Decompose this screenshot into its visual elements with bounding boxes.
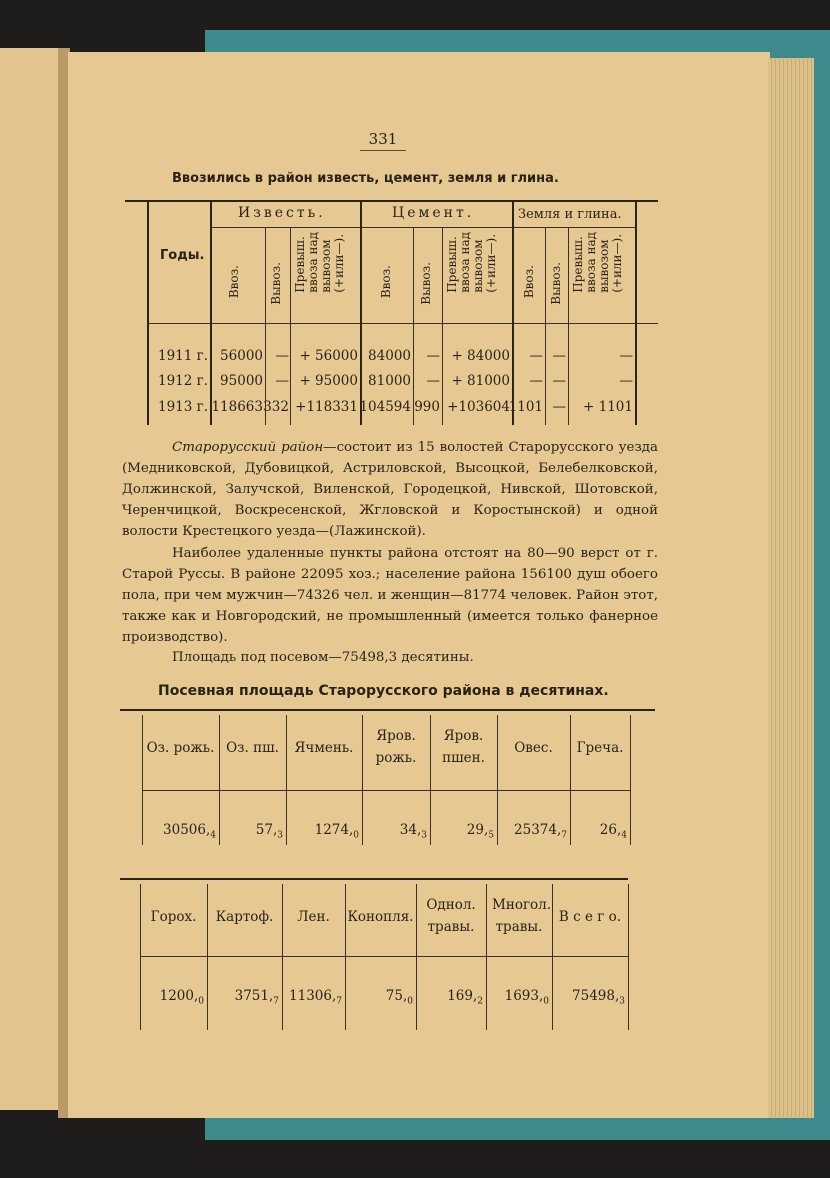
table2-middle-rule bbox=[120, 878, 628, 880]
table2-header: Оз. пш. bbox=[226, 740, 279, 756]
table1-vline bbox=[265, 227, 266, 425]
table2-header-rule bbox=[140, 956, 628, 957]
table1-vline bbox=[442, 227, 443, 425]
table2-header: Многол. травы. bbox=[492, 897, 552, 935]
table1-cell: 1101 bbox=[508, 399, 543, 415]
table1-cell: + 1101 bbox=[583, 399, 633, 415]
table2-header: Однол. травы. bbox=[426, 897, 476, 935]
table2-value: $3751,_7$ bbox=[234, 988, 279, 1007]
table2-value: $1274,_0$ bbox=[314, 822, 359, 841]
paragraph-text: —состоит из 15 волостей Старорусского уезда (Медниковской, Дубовицкой, Астриловской, Высоцкой, Белебелковской, Должинской, Залучской, Виленской, Городецкой, Нивской, Шотовской, Черенчицкой, Воскресенской, Жгловской и Коростынской) и одной волости Крестецкого уезда—(Лажинской). bbox=[122, 440, 658, 539]
table1-vline bbox=[413, 227, 414, 425]
table1-cell: — bbox=[619, 373, 633, 389]
table2-vline bbox=[142, 715, 143, 845]
table1-cell: 84000 bbox=[368, 348, 411, 364]
table1-cell: 118663 bbox=[211, 399, 263, 415]
table2-value: $30506,_4$ bbox=[163, 822, 216, 841]
table1-title: Ввозились в район известь, цемент, земля и глина. bbox=[172, 171, 559, 186]
table1-cell: — bbox=[275, 373, 289, 389]
table2-value: $26,_4$ bbox=[599, 822, 627, 841]
row-year: 1913 г. bbox=[158, 399, 209, 415]
table2-header-rule bbox=[142, 790, 630, 791]
table1-cell: — bbox=[552, 348, 566, 364]
table1-cell: — bbox=[619, 348, 633, 364]
table2-vline bbox=[219, 715, 220, 845]
table2-title: Посевная площадь Старорусского района в десятинах. bbox=[158, 683, 609, 699]
sub-header-import: Ввоз. bbox=[522, 265, 536, 299]
table2-vline bbox=[497, 715, 498, 845]
table2-header: Оз. рожь. bbox=[146, 740, 215, 756]
table2-value: $75498,_3$ bbox=[572, 988, 625, 1007]
table1-vline bbox=[568, 227, 569, 425]
table2-vline bbox=[570, 715, 571, 845]
table1-vline bbox=[512, 200, 514, 425]
table2-header: Яров. рожь. bbox=[375, 728, 417, 766]
sub-header-excess: Превыш. ввоза над вывозом (+или—). bbox=[293, 232, 346, 293]
table2-vline bbox=[630, 715, 631, 845]
table2-header: В с е г о. bbox=[558, 909, 622, 925]
table1-vline bbox=[210, 200, 212, 425]
group-header-cement: Цемент. bbox=[392, 205, 475, 221]
paragraph-area: Площадь под посевом—75498,3 десятины. bbox=[172, 650, 474, 665]
row-year: 1911 г. bbox=[158, 348, 209, 364]
table1-cell: + 56000 bbox=[299, 348, 358, 364]
table1-cell: 95000 bbox=[220, 373, 263, 389]
sub-header-excess: Превыш. ввоза над вывозом (+или—). bbox=[571, 232, 624, 293]
table1-cell: — bbox=[552, 373, 566, 389]
table2-header: Лен. bbox=[297, 909, 330, 925]
table1-cell: +118331 bbox=[295, 399, 358, 415]
table1-cell: 81000 bbox=[368, 373, 411, 389]
table1-cell: + 81000 bbox=[451, 373, 510, 389]
table1-cell: 104594 bbox=[359, 399, 411, 415]
table2-header: Греча. bbox=[576, 740, 624, 756]
sub-header-export: Вывоз. bbox=[269, 262, 283, 305]
table2-header: Яров. пшен. bbox=[442, 728, 485, 766]
table1-top-rule bbox=[125, 200, 658, 202]
table2-value: $169,_2$ bbox=[447, 988, 483, 1007]
district-name: Старорусский район bbox=[172, 440, 324, 455]
sub-header-excess: Превыш. ввоза над вывозом (+или—). bbox=[445, 232, 498, 293]
paragraph-district bbox=[122, 437, 658, 542]
table2-header: Ячмень. bbox=[294, 740, 354, 756]
table1-cell: — bbox=[552, 399, 566, 415]
table2-vline bbox=[628, 884, 629, 1030]
paragraph-population: Наиболее удаленные пункты района отстоят на 80—90 верст от г. Старой Руссы. В районе 22095 хоз.; население района 156100 душ обоего пола, при чем мужчин—74326 чел. и женщин—81774 человек. Район этот, также как и Новгородский, не промышленный (имеется только фанерное производство). bbox=[122, 546, 658, 645]
table2-value: $57,_3$ bbox=[255, 822, 283, 841]
table2-value: $29,_5$ bbox=[466, 822, 494, 841]
page-number-underline bbox=[360, 150, 406, 151]
table2-value: $75,_0$ bbox=[385, 988, 413, 1007]
table2-header: Овес. bbox=[514, 740, 553, 756]
table1-cell: — bbox=[529, 373, 543, 389]
table1-cell: 56000 bbox=[220, 348, 263, 364]
table2-value: $34,_3$ bbox=[399, 822, 427, 841]
table2-value: $1693,_0$ bbox=[504, 988, 549, 1007]
table1-cell: 332 bbox=[263, 399, 289, 415]
table1-cell: 990 bbox=[414, 399, 440, 415]
group-header-earth-clay: Земля и глина. bbox=[518, 207, 622, 222]
sub-header-export: Вывоз. bbox=[419, 262, 433, 305]
page-number: 331 bbox=[368, 130, 398, 148]
table2-header: Картоф. bbox=[215, 909, 274, 925]
table2-value: $1200,_0$ bbox=[159, 988, 204, 1007]
table1-cell: — bbox=[426, 373, 440, 389]
table1-cell: — bbox=[426, 348, 440, 364]
table1-header-rule bbox=[148, 323, 658, 324]
sub-header-import: Ввоз. bbox=[227, 265, 241, 299]
table1-cell: + 95000 bbox=[299, 373, 358, 389]
table1-vline bbox=[147, 200, 149, 425]
table2-value: $25374,_7$ bbox=[514, 822, 567, 841]
table2-value: $11306,_7$ bbox=[289, 988, 342, 1007]
sub-header-import: Ввоз. bbox=[379, 265, 393, 299]
sub-header-export: Вывоз. bbox=[549, 262, 563, 305]
table1-vline bbox=[290, 227, 291, 425]
table1-vline bbox=[545, 227, 546, 425]
years-header: Годы. bbox=[160, 248, 205, 263]
table2-header: Конопля. bbox=[347, 909, 414, 925]
table1-cell: + 84000 bbox=[451, 348, 510, 364]
table1-cell: +103604 bbox=[447, 399, 510, 415]
table2-vline bbox=[286, 715, 287, 845]
table1-group-rule bbox=[210, 227, 635, 228]
table1-cell: — bbox=[529, 348, 543, 364]
table1-vline bbox=[635, 200, 637, 425]
table1-vline bbox=[360, 200, 362, 425]
row-year: 1912 г. bbox=[158, 373, 209, 389]
group-header-lime: Известь. bbox=[238, 205, 326, 221]
table2-header: Горох. bbox=[150, 909, 197, 925]
table2-top-rule bbox=[120, 709, 655, 711]
table1-cell: — bbox=[275, 348, 289, 364]
